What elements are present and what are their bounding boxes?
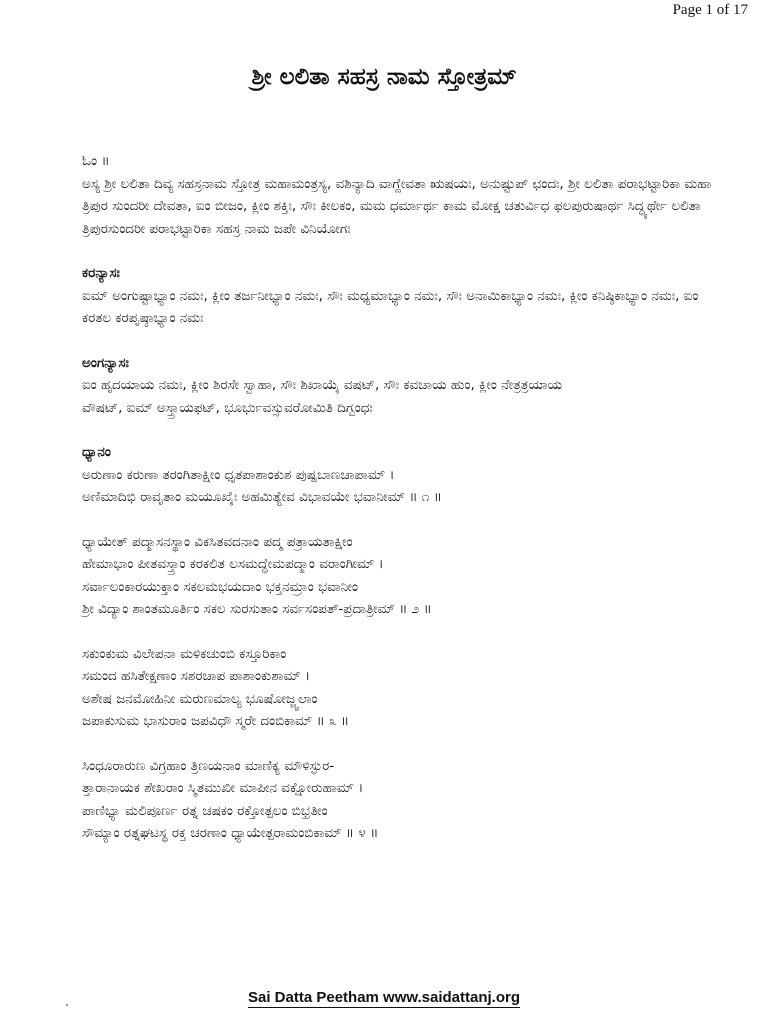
verse-line: ಸಿಂಧೂರಾರುಣ ವಿಗ್ರಹಾಂ ತ್ರಿಣಯನಾಂ ಮಾಣಿಕ್ಯ ಮೌಳಿಸ್ಫುರ- [82, 757, 335, 774]
verse-line: ಸರ್ವಾಲಂಕಾರಯುಕ್ತಾಂ ಸಕಲಮಭಯದಾಂ ಭಕ್ತನಮ್ರಾಂ ಭವಾನೀಂ [82, 578, 359, 595]
verse-line: ಪಾಣಿಭ್ಯಾ ಮಲಿಪೂರ್ಣ ರತ್ನ ಚಷಕಂ ರಕ್ತೋತ್ಪಲಂ ಬಿಭ್ರತೀಂ [82, 802, 328, 819]
invocation: ಓಂ ॥ [82, 153, 110, 169]
verse-line: ತ್ತಾರಾನಾಯಕ ಶೇಖರಾಂ ಸ್ಮಿತಮುಖೀ ಮಾಪೀನ ವಕ್ಷೋರುಹಾಮ್ । [82, 780, 364, 796]
verse-line: ಜಪಾಕುಸುಮ ಭಾಸುರಾಂ ಜಪವಿಧೌ ಸ್ಮರೇ ದಂಬಿಕಾಮ್ ॥ ೩ ॥ [82, 713, 350, 729]
anganyasa-heading: ಅಂಗನ್ಯಾಸಃ [82, 354, 129, 371]
dhyanam-verse-1 [82, 441, 722, 509]
document-title: ಶ್ರೀ ಲಲಿತಾ ಸಹಸ್ರ ನಾಮ ಸ್ತೋತ್ರಮ್ [251, 64, 517, 90]
dhyanam-verse-4 [82, 755, 722, 845]
footer [0, 989, 768, 1006]
verse-line: ಅಶೇಷ ಜನಮೋಹಿನೀ ಮರುಣಮಾಲ್ಯ ಭೂಷೋಜ್ಜ್ವಲಾಂ [82, 690, 318, 707]
anganyasa-section [82, 352, 722, 420]
verse-line: ಹೇಮಾಭಾಂ ಪೀತವಸ್ತ್ರಾಂ ಕರಕಲಿತ ಲಸಮದ್ಧೇಮಪದ್ಮಾಂ ವರಾಂಗೀಮ್ । [82, 556, 384, 572]
verse-line: ಅಣಿಮಾದಿಭಿ ರಾವೃತಾಂ ಮಯೂಖೈಃ ಅಹಮಿತ್ಯೇವ ವಿಭಾವಯೇ ಭವಾನೀಮ್ ॥ ೧ ॥ [82, 489, 442, 505]
verse-line: ಅರುಣಾಂ ಕರುಣಾ ತರಂಗಿತಾಕ್ಷೀಂ ಧೃತಪಾಶಾಂಕುಶ ಪುಷ್ಪಬಾಣಚಾಪಾಮ್ । [82, 466, 395, 483]
verse-line: ಶ್ರೀ ವಿದ್ಯಾಂ ಶಾಂತಮೂರ್ತಿಂ ಸಕಲ ಸುರಸುತಾಂ ಸರ್ವಸಂಪತ್-ಪ್ರದಾತ್ರೀಮ್ ॥ ೨ ॥ [82, 601, 432, 617]
document-body [82, 150, 722, 867]
karanyasa-heading: ಕರನ್ಯಾಸಃ [82, 265, 120, 281]
dhyanam-heading: ಧ್ಯಾನಂ [82, 444, 111, 460]
page-number: Page 1 of 17 [672, 2, 748, 18]
verse-line: ಸೌಮ್ಯಾಂ ರತ್ನಘಟಸ್ಥ ರಕ್ತ ಚರಣಾಂ ಧ್ಯಾಯೇತ್ಪರಾಮಂಬಿಕಾಮ್ ॥ ೪ ॥ [82, 825, 379, 841]
viniyoga-paragraph: ಅಸ್ಯ ಶ್ರೀ ಲಲಿತಾ ದಿವ್ಯ ಸಹಸ್ರನಾಮ ಸ್ತೋತ್ರ ಮಹಾಮಂತ್ರಸ್ಯ, ವಶಿನ್ಯಾದಿ ವಾಗ್ದೇವತಾ ಋಷಯಃ, ಅನುಷ್ಟುಪ್ ಛಂದಃ, ಶ್ರೀ ಲಲಿತಾ ಪರಾಭಟ್ಟಾರಿಕಾ ಮಹಾ ತ್ರಿಪುರ ಸುಂದರೀ ದೇವತಾ, ಐಂ ಬೀಜಂ, ಕ್ಲೀಂ ಶಕ್ತಿಃ, ಸೌಃ ಕೀಲಕಂ, ಮಮ ಧರ್ಮಾರ್ಥ ಕಾಮ ಮೋಕ್ಷ ಚತುರ್ವಿಧ ಫಲಪುರುಷಾರ್ಥ ಸಿದ್ಧ್ಯರ್ಥೇ ಲಲಿತಾ ತ್ರಿಪುರಸುಂದರೀ ಪರಾಭಟ್ಟಾರಿಕಾ ಸಹಸ್ರ ನಾಮ ಜಪೇ ವಿನಿಯೋಗಃ [82, 175, 712, 237]
dhyanam-verse-2 [82, 531, 722, 621]
anganyasa-line: ವೌಷಟ್, ಐಮ್ ಅಸ್ತ್ರಾಯಫಟ್, ಭೂರ್ಭುವಸ್ಸುವರೋಮಿತಿ ದಿಗ್ಬಂಧಃ [82, 399, 373, 416]
karanyasa-section [82, 262, 722, 330]
karanyasa-text: ಐಮ್ ಅಂಗುಷ್ಟಾಭ್ಯಾಂ ನಮಃ, ಕ್ಲೀಂ ತರ್ಜನೀಭ್ಯಾಂ ನಮಃ, ಸೌಃ ಮಧ್ಯಮಾಭ್ಯಾಂ ನಮಃ, ಸೌಃ ಅನಾಮಿಕಾಭ್ಯಾಂ ನಮಃ, ಕ್ಲೀಂ ಕನಿಷ್ಠಿಕಾಭ್ಯಾಂ ನಮಃ, ಐಂ ಕರತಲ ಕರಪೃಷ್ಠಾಭ್ಯಾಂ ನಮಃ [82, 287, 699, 326]
verse-line: ಧ್ಯಾಯೇತ್ ಪದ್ಮಾಸನಸ್ಥಾಂ ವಿಕಸಿತವದನಾಂ ಪದ್ಮ ಪತ್ರಾಯತಾಕ್ಷೀಂ [82, 533, 353, 550]
verse-line: ಸಮಂದ ಹಸಿತೇಕ್ಷಣಾಂ ಸಶರಚಾಪ ಪಾಶಾಂಕುಶಾಮ್ । [82, 668, 311, 684]
anganyasa-line: ಐಂ ಹೃದಯಾಯ ನಮಃ, ಕ್ಲೀಂ ಶಿರಸೇ ಸ್ವಾಹಾ, ಸೌಃ ಶಿಖಾಯೈ ವಷಟ್, ಸೌಃ ಕವಚಾಯ ಹುಂ, ಕ್ಲೀಂ ನೇತ್ರತ್ರಯಾಯ [82, 377, 563, 393]
footer-link-text[interactable]: Sai Datta Peetham www.saidattanj.org [247, 989, 520, 1006]
verse-line: ಸಕುಂಕುಮ ವಿಲೇಪನಾ ಮಳಿಕಚುಂಬಿ ಕಸ್ತೂರಿಕಾಂ [82, 645, 287, 662]
dhyanam-verse-3 [82, 643, 722, 733]
